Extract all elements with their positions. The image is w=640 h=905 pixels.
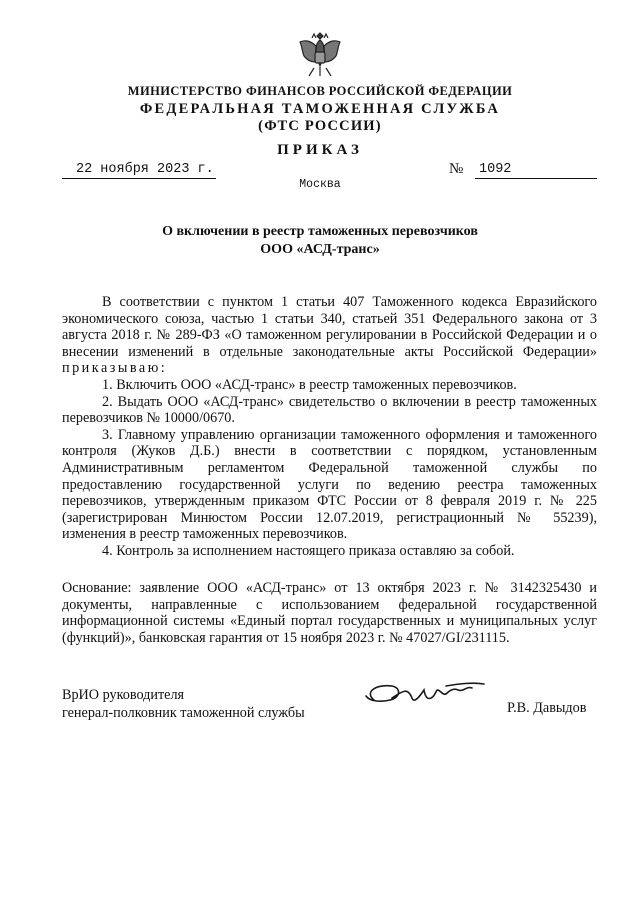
basis-paragraph: Основание: заявление ООО «АСД-транс» от 13 октября 2023 г. № 3142325430 и документы, направленные с использованием федеральной государственной информационной системы «Единый портал государственных и муниципальных услуг (функций)», банковская гарантия от 15 ноября 2023 г. № 47027/GI/231115. — [62, 580, 597, 646]
coat-of-arms-icon — [298, 30, 342, 80]
position-line-1: ВрИО руководителя — [62, 687, 185, 703]
document-type: ПРИКАЗ — [277, 142, 363, 158]
order-number: 1092 — [475, 162, 597, 179]
order-body — [62, 294, 597, 560]
item-2: 2. Выдать ООО «АСД-транс» свидетельство о включении в реестр таможенных перевозчиков № 10000/0670. — [62, 393, 597, 427]
signatory-position — [62, 686, 305, 722]
signatory-name: Р.В. Давыдов — [507, 700, 587, 716]
city: Москва — [299, 178, 341, 191]
service-name: ФЕДЕРАЛЬНАЯ ТАМОЖЕННАЯ СЛУЖБА — [139, 101, 501, 117]
order-title-line-2: ООО «АСД-транс» — [260, 242, 380, 257]
order-word: приказываю: — [62, 360, 168, 377]
preamble-paragraph — [62, 294, 597, 377]
ministry-name: МИНИСТЕРСТВО ФИНАНСОВ РОССИЙСКОЙ ФЕДЕРАЦИИ — [127, 84, 513, 98]
item-1: 1. Включить ООО «АСД-транс» в реестр таможенных перевозчиков. — [102, 376, 517, 393]
order-date: 22 ноября 2023 г. — [62, 162, 216, 179]
basis-block — [62, 580, 597, 646]
service-abbreviation: (ФТС РОССИИ) — [258, 118, 382, 134]
item-4: 4. Контроль за исполнением настоящего приказа оставляю за собой. — [102, 542, 515, 559]
number-sign: № — [449, 161, 464, 177]
order-title-line-1: О включении в реестр таможенных перевозчиков — [162, 224, 478, 239]
handwritten-signature-icon — [362, 676, 488, 716]
position-line-2: генерал-полковник таможенной службы — [62, 705, 305, 721]
item-3: 3. Главному управлению организации таможенного оформления и таможенного контроля (Жуков Д.Б.) внести в соответствии с порядком, установленным Административным регламентом Федеральной таможенной службы по предоставлению государственной услуги по ведению реестра таможенных перевозчиков, утвержденным приказом ФТС России от 8 февраля 2019 г. № 225 (зарегистрирован Минюстом России 12.07.2019, регистрационный № 55239), изменения в реестр таможенных перевозчиков. — [62, 426, 597, 543]
preamble-text: В соответствии с пунктом 1 статьи 407 Таможенного кодекса Евразийского экономического союза, частью 1 статьи 340, статьей 351 Федерального закона от 3 августа 2018 г. № 289-ФЗ «О таможенном регулировании в Российской Федерации и о внесении изменений в отдельные законодательные акты Российской Федерации» — [62, 294, 597, 360]
